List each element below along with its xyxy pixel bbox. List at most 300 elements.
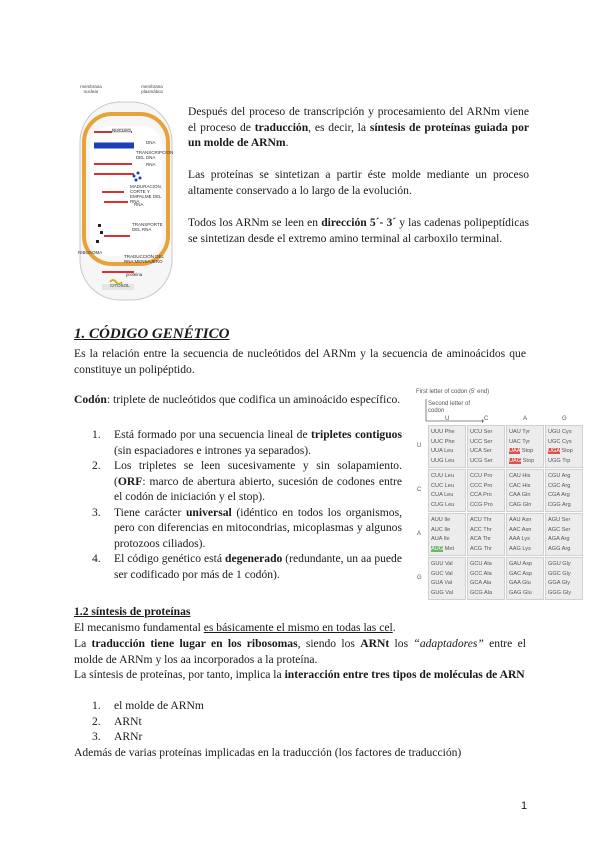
list-item-text: El código genético está	[114, 552, 225, 565]
intro-p1-c: , es decir, la	[308, 120, 370, 134]
codon-triplet: CGU	[548, 473, 561, 479]
amino-acid: Tyr	[520, 438, 531, 445]
codon-entry	[431, 527, 450, 533]
codon-entry	[431, 458, 454, 464]
text-span: , siendo los	[297, 637, 361, 650]
second-base-header: A	[523, 416, 528, 422]
codon-triplet: GCA	[470, 580, 482, 586]
amino-acid: Ser	[481, 448, 492, 454]
codon-entry	[431, 561, 453, 567]
amino-acid: Arg	[560, 545, 571, 552]
list-item-number: 1.	[92, 699, 101, 712]
codon-entry	[509, 458, 534, 464]
label-nuclear-membrane: membrana nuclear	[80, 84, 102, 94]
amino-acid: Arg	[560, 501, 571, 508]
list-item-number: 3.	[92, 505, 101, 519]
text-span: .	[392, 621, 396, 634]
codon-entry	[509, 473, 530, 479]
amino-acid: Val	[443, 561, 453, 567]
amino-acid: Gly	[560, 570, 571, 577]
codon-entry	[509, 561, 532, 567]
codon-block	[428, 557, 466, 600]
list-item-number: 3.	[92, 730, 101, 743]
list-item	[92, 698, 392, 714]
list-item-bold: ORF	[117, 474, 143, 488]
codon-block	[545, 425, 583, 468]
codon-definition	[74, 392, 402, 408]
codon-entry	[470, 492, 492, 498]
intro-paragraph-3	[188, 215, 529, 246]
codon-triplet: CCU	[470, 473, 483, 479]
codon-triplet: ACG	[470, 545, 483, 552]
amino-acid: Glu	[520, 580, 531, 586]
intro-paragraph-1	[188, 104, 529, 151]
amino-acid: Leu	[443, 457, 455, 464]
text-span: entre el molde de ARNm y los aa incorporados a la proteína.	[74, 637, 526, 666]
codon-entry	[509, 448, 533, 454]
codon-triplet: CUC	[431, 482, 444, 489]
second-base-header: C	[484, 416, 489, 422]
amino-acid: Lys	[519, 536, 530, 542]
label-transcription: TRANSCRIPCION DEL DNA	[136, 150, 174, 160]
list-item	[92, 551, 402, 582]
codon-entry	[431, 517, 450, 523]
codon-entry	[470, 546, 492, 552]
codon-triplet: CAG	[509, 501, 522, 508]
codon-triplet: GCC	[470, 570, 483, 577]
amino-acid: Arg	[560, 482, 571, 489]
list-item-number: 2.	[92, 714, 101, 728]
amino-acid: Leu	[443, 482, 455, 489]
amino-acid: Thr	[482, 545, 492, 552]
bold-span: traducción tiene lugar en los ribosomas	[91, 637, 298, 650]
codon-entry	[470, 571, 492, 577]
codon-triplet: UCA	[470, 448, 482, 454]
amino-acid: Thr	[481, 536, 492, 542]
codon-triplet: UCC	[470, 438, 483, 445]
amino-acid: Stop	[520, 448, 534, 454]
codon-entry	[509, 429, 530, 435]
codon-block	[467, 557, 505, 600]
codon-triplet: AGG	[548, 545, 561, 552]
codon-triplet: UAU	[509, 429, 521, 435]
codon-triplet: CGC	[548, 482, 561, 489]
amino-acid: Pro	[481, 492, 492, 498]
codon-entry	[470, 561, 492, 567]
first-base-header: C	[417, 486, 422, 493]
amino-acid: Ala	[481, 580, 492, 586]
amino-acid: Gly	[560, 580, 571, 586]
codon-triplet: AUC	[431, 526, 443, 533]
amino-acid: Leu	[443, 473, 455, 479]
list-item-text: : marco de abertura abierto, sucesión de codones entre el codón de iniciación y el stop).	[114, 474, 402, 503]
codon-triplet: AUG	[431, 545, 444, 552]
codon-triplet: UGC	[548, 438, 561, 445]
codon-block	[428, 469, 466, 512]
amino-acid: Gly	[561, 589, 572, 596]
codon-entry	[431, 536, 450, 542]
codon-entry	[548, 527, 570, 533]
amino-acid: Thr	[481, 517, 492, 523]
list-item-number: 4.	[92, 552, 101, 565]
codon-block	[428, 513, 466, 556]
amino-acid: Ala	[482, 570, 492, 577]
codon-triplet: UAC	[509, 438, 521, 445]
amino-acid: Met	[443, 545, 455, 552]
amino-acid: Asn	[520, 526, 532, 533]
list-item	[92, 729, 392, 745]
codon-block	[428, 425, 466, 468]
amino-acid: Ser	[560, 517, 571, 523]
codon-block	[545, 557, 583, 600]
list-item	[92, 427, 402, 458]
amino-acid: Stop	[559, 448, 573, 454]
intro-p1-b: traducción	[254, 120, 309, 134]
codon-entry	[431, 429, 455, 435]
codon-entry	[431, 473, 454, 479]
intro-paragraph-2: Las proteínas se sintetizan a partir éste molde mediante un proceso altamente conservado a lo largo de la evolución.	[188, 168, 529, 197]
amino-acid: Phe	[443, 429, 455, 435]
label-cytosol: CITOSOL	[110, 283, 130, 288]
codon-entry	[470, 536, 491, 542]
list-item-text: Los tripletes se leen sucesivamente y sin solapamiento. (	[114, 459, 402, 488]
codon-triplet: AGU	[548, 517, 561, 523]
codon-entry	[470, 458, 493, 464]
amino-acid: Leu	[442, 492, 454, 498]
codon-entry	[509, 492, 530, 498]
amino-acid: Ala	[482, 561, 492, 567]
codon-entry	[509, 571, 532, 577]
list-item	[92, 714, 392, 730]
list-item-text: (idéntico en todos los organismos, pero con diferencias en mitocondrias, micoplasmas y algunos protozoos ciliados).	[114, 505, 402, 550]
label-transport: TRANSPORTE DEL RNA	[132, 222, 163, 232]
codon-entry	[431, 590, 453, 596]
amino-acid: Asp	[521, 561, 533, 567]
codon-triplet: UGA	[548, 448, 560, 454]
bold-span: ARNt	[360, 637, 390, 650]
list-item-text: (sin espaciadores e intrones ya separados).	[114, 443, 312, 457]
codon-entry	[470, 483, 492, 489]
amino-acid: Thr	[481, 526, 492, 533]
first-base-header: G	[417, 574, 422, 581]
amino-acid: Ser	[482, 457, 493, 464]
amino-acid: Gln	[520, 492, 531, 498]
codon-triplet: AGC	[548, 526, 561, 533]
amino-acid: His	[520, 482, 531, 489]
amino-acid: Arg	[559, 536, 570, 542]
text-span: los	[389, 637, 414, 650]
codon-def: : triplete de nucleótidos que codifica un aminoácido específico.	[106, 393, 401, 406]
amino-acid: Gly	[560, 561, 571, 567]
list-item-text: (redundante, un aa puede ser codificado por más de 1 codón).	[114, 552, 402, 581]
codon-entry	[431, 580, 452, 586]
codon-entry	[548, 571, 571, 577]
amino-acid: Cys	[560, 438, 572, 445]
list-item-number: 2.	[92, 459, 101, 472]
codon-triplet: AUA	[431, 536, 443, 542]
text-span: El mecanismo fundamental	[74, 621, 204, 634]
codon-triplet: UAA	[509, 448, 521, 454]
section-1-2-line-2	[74, 636, 526, 667]
codon-triplet: CUG	[431, 501, 444, 508]
amino-acid: Pro	[482, 473, 493, 479]
codon-triplet: AGA	[548, 536, 560, 542]
codon-triplet: CCC	[470, 482, 483, 489]
codon-entry	[470, 429, 492, 435]
codon-entry	[548, 536, 569, 542]
codon-entry	[548, 473, 570, 479]
codon-entry	[431, 502, 454, 508]
amino-acid: Ile	[442, 526, 451, 533]
amino-acid: Val	[443, 589, 453, 596]
codon-entry	[470, 590, 492, 596]
amino-acid: Arg	[559, 492, 570, 498]
codon-block	[506, 513, 544, 556]
amino-acid: Phe	[443, 438, 455, 445]
codon-triplet: AAG	[509, 545, 521, 552]
codon-entry	[509, 580, 531, 586]
codon-block	[467, 513, 505, 556]
list-item-bold: universal	[185, 505, 232, 519]
text-span: La síntesis de proteínas, por tanto, implica la	[74, 668, 285, 681]
page-number: 1	[521, 800, 528, 812]
codon-entry	[470, 580, 491, 586]
codon-triplet: UUA	[431, 448, 443, 454]
amino-acid: His	[520, 473, 531, 479]
amino-acid: Ile	[442, 517, 451, 523]
codon-entry	[509, 527, 531, 533]
codon-entry	[548, 483, 570, 489]
italic-span: “adaptadores”	[413, 637, 484, 650]
label-translation: TRADUCCION DEL RNA MENSAJERO	[124, 254, 164, 264]
label-nucleus: NUCLEO	[112, 128, 131, 133]
codon-triplet: GAA	[509, 580, 521, 586]
underlined-span: es básicamente el mismo en todas las cel	[203, 621, 393, 634]
codon-block	[506, 425, 544, 468]
codon-entry	[509, 590, 532, 596]
codon-entry	[548, 492, 570, 498]
codon-block	[545, 469, 583, 512]
first-letter-label: First letter of codon (5' end)	[416, 389, 490, 395]
label-rna: RNA	[146, 162, 156, 167]
codon-triplet: GGU	[548, 561, 561, 567]
codon-entry	[548, 546, 570, 552]
amino-acid: Trp	[560, 457, 571, 464]
label-maturation: MADURACION, CORTE Y EMPALME DEL RNA	[130, 184, 163, 204]
codon-triplet: ACA	[470, 536, 482, 542]
section-1-2-title	[74, 604, 526, 620]
codon-triplet: AAC	[509, 526, 521, 533]
code-grid	[416, 389, 584, 605]
codon-triplet: GGG	[548, 589, 562, 596]
codon-triplet: GCG	[470, 589, 483, 596]
codon-triplet: UCU	[470, 429, 483, 435]
rna-types-list	[92, 698, 392, 745]
amino-acid: Ser	[482, 429, 493, 435]
codon-triplet: GGA	[548, 580, 561, 586]
codon-triplet: AUU	[431, 517, 443, 523]
codon-block	[506, 469, 544, 512]
codon-triplet: GUG	[431, 589, 444, 596]
intro-p1-a: Después del proceso de transcripción y procesamiento del ARNm viene el proceso de	[188, 105, 529, 134]
second-letter-label: Second letter of codon	[428, 401, 471, 414]
text-span: La	[74, 637, 92, 650]
section-1-2-line-1	[74, 620, 526, 636]
cell-diagram	[74, 84, 174, 302]
codon-triplet: GCU	[470, 561, 483, 567]
codon-triplet: CAU	[509, 473, 521, 479]
amino-acid: Asp	[521, 570, 533, 577]
codon-entry	[470, 448, 492, 454]
codon-triplet: CCA	[470, 492, 482, 498]
list-item-text: ARNt	[114, 714, 142, 728]
amino-acid: Val	[442, 580, 453, 586]
codon-entry	[509, 439, 530, 445]
codon-block	[506, 557, 544, 600]
codon-triplet: GAU	[509, 561, 522, 567]
codon-triplet: UAG	[509, 457, 522, 464]
label-ribosome: RIBOSOMA	[78, 250, 103, 255]
codon-triplet: CAC	[509, 482, 521, 489]
list-item-text: Tiene carácter	[114, 505, 186, 519]
section-1-2-title-text: 1.2 síntesis de proteínas	[74, 605, 191, 618]
first-base-header: U	[417, 442, 422, 449]
codon-triplet: UUC	[431, 438, 444, 445]
codon-term: Codón	[74, 393, 107, 406]
codon-entry	[470, 527, 492, 533]
label-protein: proteina	[126, 272, 143, 277]
codon-triplet: UUU	[431, 429, 444, 435]
amino-acid: Ile	[442, 536, 450, 542]
amino-acid: Arg	[560, 473, 571, 479]
second-base-header: G	[562, 416, 567, 422]
codon-entry	[431, 483, 454, 489]
amino-acid: Gln	[521, 501, 532, 508]
codon-properties-list	[92, 427, 402, 582]
codon-entry	[509, 536, 530, 542]
codon-triplet: GUU	[431, 561, 444, 567]
codon-triplet: CUU	[431, 473, 444, 479]
amino-acid: Pro	[482, 501, 493, 508]
amino-acid: Glu	[521, 589, 532, 596]
list-item-bold: degenerado	[225, 552, 283, 565]
amino-acid: Ser	[560, 526, 571, 533]
second-base-header: U	[445, 416, 450, 422]
genetic-code-table	[416, 389, 584, 605]
codon-triplet: CAA	[509, 492, 521, 498]
codon-triplet: UUG	[431, 457, 444, 464]
codon-triplet: CGG	[548, 501, 561, 508]
list-item-text: ARNr	[114, 730, 143, 743]
intro-p3-a: Todos los ARNm se leen en	[188, 216, 322, 229]
intro-p3-b: dirección 5´- 3´	[321, 216, 397, 229]
bold-span: interacción entre tres tipos de moléculas de ARN	[284, 668, 525, 681]
codon-entry	[548, 517, 570, 523]
codon-entry	[509, 502, 531, 508]
amino-acid: Leu	[442, 448, 454, 454]
label-plasma-membrane: membrana plasmática	[141, 84, 163, 94]
codon-block	[467, 469, 505, 512]
codon-entry	[548, 439, 572, 445]
codon-entry	[548, 429, 572, 435]
list-item-text: Está formado por una secuencia lineal de	[114, 428, 311, 441]
amino-acid: Ser	[482, 438, 493, 445]
codon-entry	[470, 439, 492, 445]
codon-entry	[431, 448, 453, 454]
label-rna2: RNA	[134, 202, 144, 207]
section-1-2-closing: Además de varias proteínas implicadas en la traducción (los factores de traducción)	[74, 746, 462, 759]
amino-acid: Pro	[482, 482, 493, 489]
codon-entry	[470, 517, 492, 523]
section-1-title: 1. CÓDIGO GENÉTICO	[74, 326, 230, 342]
codon-entry	[548, 448, 573, 454]
codon-triplet: AAU	[509, 517, 521, 523]
codon-triplet: UGG	[548, 457, 561, 464]
codon-triplet: GAG	[509, 589, 522, 596]
codon-entry	[431, 571, 453, 577]
codon-block	[545, 513, 583, 556]
codon-triplet: GUC	[431, 570, 444, 577]
codon-triplet: CGA	[548, 492, 560, 498]
amino-acid: Leu	[443, 501, 455, 508]
codon-entry	[509, 517, 531, 523]
codon-entry	[548, 590, 571, 596]
codon-triplet: ACU	[470, 517, 482, 523]
codon-triplet: UCG	[470, 457, 483, 464]
amino-acid: Val	[443, 570, 453, 577]
codon-triplet: GAC	[509, 570, 522, 577]
codon-entry	[548, 561, 571, 567]
codon-entry	[509, 483, 530, 489]
amino-acid: Tyr	[520, 429, 531, 435]
amino-acid: Cys	[560, 429, 572, 435]
codon-entry	[431, 492, 453, 498]
codon-entry	[470, 502, 493, 508]
section-1-2-line-3	[74, 667, 526, 683]
codon-triplet: GUA	[431, 580, 443, 586]
list-item	[92, 505, 402, 552]
amino-acid: Stop	[521, 457, 535, 464]
amino-acid: Ala	[482, 589, 493, 596]
list-item-text: el molde de ARNm	[114, 699, 204, 712]
codon-entry	[548, 580, 570, 586]
codon-entry	[548, 458, 570, 464]
first-base-header: A	[417, 530, 422, 537]
codon-entry	[431, 546, 454, 552]
codon-entry	[509, 546, 531, 552]
codon-block	[467, 425, 505, 468]
codon-triplet: ACC	[470, 526, 482, 533]
codon-triplet: UGU	[548, 429, 561, 435]
codon-triplet: GGC	[548, 570, 561, 577]
amino-acid: Lys	[520, 545, 531, 552]
section-1-definition: Es la relación entre la secuencia de nucleótidos del ARNm y la secuencia de aminoácidos que constituye un polipéptido.	[74, 347, 526, 376]
intro-p1-d: síntesis de proteínas guiada por un molde de ARNm	[188, 120, 530, 149]
codon-entry	[470, 473, 492, 479]
intro-p1-e: .	[285, 136, 289, 149]
codon-triplet: CUA	[431, 492, 443, 498]
list-item-number: 1.	[92, 428, 101, 441]
codon-triplet: CCG	[470, 501, 483, 508]
codon-triplet: AAA	[509, 536, 520, 542]
codon-entry	[431, 439, 455, 445]
list-item-bold: tripletes contiguos	[310, 428, 402, 441]
codon-entry	[548, 502, 571, 508]
label-dna: DNA	[146, 140, 156, 145]
intro-p3-c: y las cadenas polipeptídicas se sintetizan desde el extremo amino terminal al carboxilo terminal.	[188, 216, 530, 245]
amino-acid: Asn	[520, 517, 532, 523]
list-item	[92, 458, 402, 505]
